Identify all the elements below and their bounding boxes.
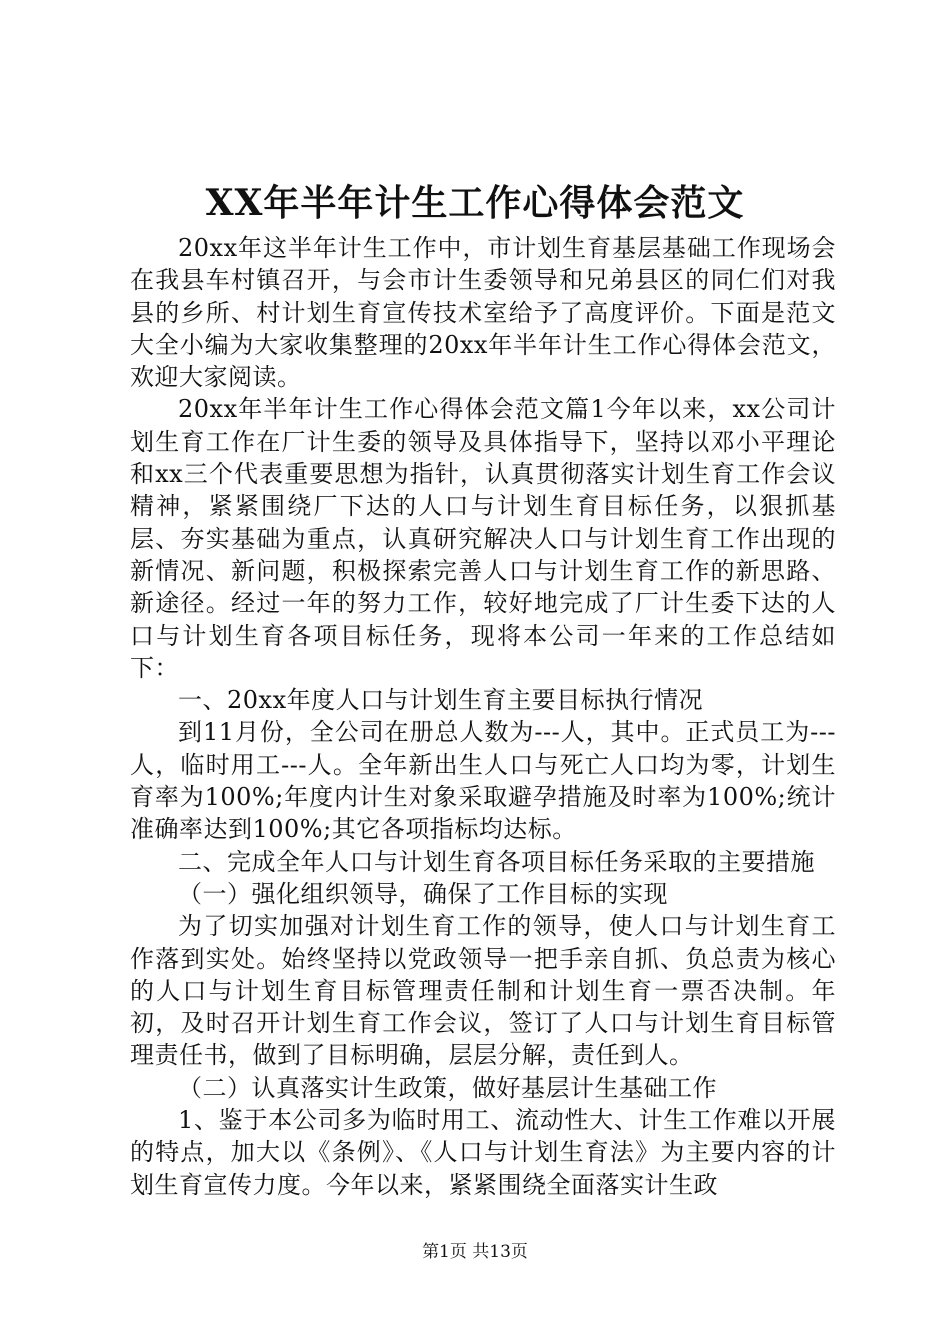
page-footer: 第1页 共13页 (422, 1242, 528, 1262)
paragraph-article-1: 20xx年半年计生工作心得体会范文篇1今年以来，xx公司计划生育工作在厂计生委的领导及具体指导下，坚持以邓小平理论和xx三个代表重要思想为指针，认真贯彻落实计划生育工作会议精神，紧紧围绕厂下达的人口与计划生育目标任务，以狠抓基层、夯实基础为重点，认真研究解决人口与计划生育工作出现的新情况、新问题，积极探索完善人口与计划生育工作的新思路、新途径。经过一年的努力工作，较好地完成了厂计生委下达的人口与计划生育各项目标任务，现将本公司一年来的工作总结如下： (130, 395, 836, 682)
document-title: XX年半年计生工作心得体会范文 (205, 182, 745, 224)
subsection-heading-2: （二）认真落实计生政策，做好基层计生基础工作 (178, 1073, 717, 1102)
paragraph-leadership: 为了切实加强对计划生育工作的领导，使人口与计划生育工作落到实处。始终坚持以党政领导一把手亲自抓、负总责为核心的人口与计划生育目标管理责任制和计划生育一票否决制。年初，及时召开计划生育工作会议，签订了人口与计划生育目标管理责任书，做到了目标明确，层层分解，责任到人。 (130, 912, 836, 1070)
paragraph-statistics: 到11月份，全公司在册总人数为---人，其中。正式员工为---人，临时用工---人。全年新出生人口与死亡人口均为零，计划生育率为100%;年度内计生对象采取避孕措施及时率为100%;统计准确率达到100%;其它各项指标均达标。 (130, 718, 836, 844)
section-heading-2: 二、完成全年人口与计划生育各项目标任务采取的主要措施 (178, 847, 815, 876)
section-heading-1: 一、20xx年度人口与计划生育主要目标执行情况 (178, 686, 704, 715)
paragraph-policy: 1、鉴于本公司多为临时用工、流动性大、计生工作难以开展的特点，加大以《条例》、《人口与计划生育法》为主要内容的计划生育宣传力度。今年以来，紧紧围绕全面落实计生政 (130, 1106, 836, 1199)
subsection-heading-1: （一）强化组织领导，确保了工作目标的实现 (178, 879, 668, 908)
paragraph-intro: 20xx年这半年计生工作中，市计划生育基层基础工作现场会在我县车村镇召开，与会市计生委领导和兄弟县区的同仁们对我县的乡所、村计划生育宣传技术室给予了高度评价。下面是范文大全小编为大家收集整理的20xx年半年计生工作心得体会范文，欢迎大家阅读。 (130, 234, 836, 392)
document-body (130, 232, 836, 1201)
